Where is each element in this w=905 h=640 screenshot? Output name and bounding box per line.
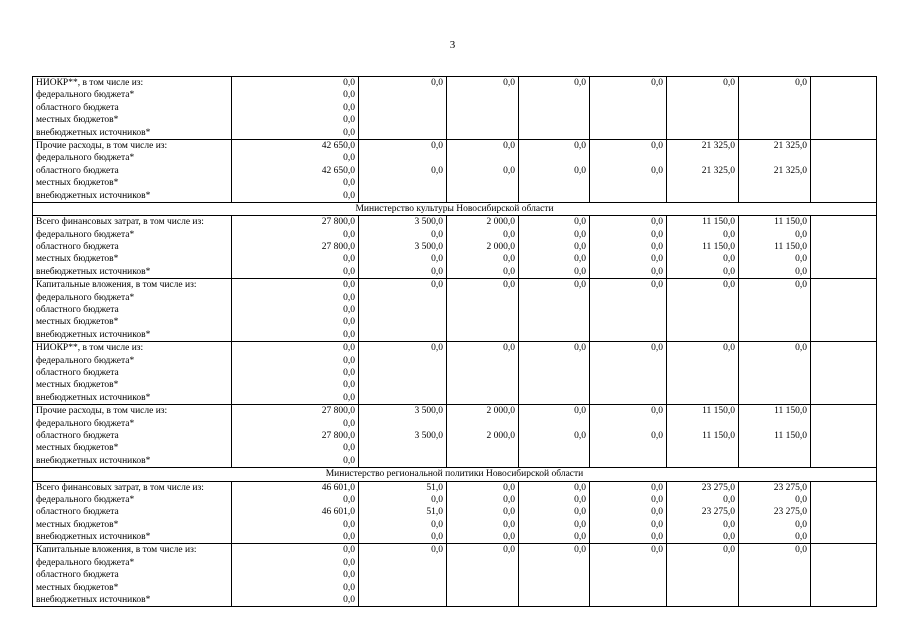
- cell-value: 0,0: [503, 532, 515, 543]
- value-cell: [232, 77, 359, 140]
- value-cell: [811, 279, 877, 342]
- cell-value: 0,0: [503, 165, 515, 176]
- row-label: местных бюджетов*: [36, 582, 119, 593]
- value-cell: [519, 481, 590, 544]
- table-row-group: [33, 544, 877, 607]
- value-cell: [667, 544, 739, 607]
- row-label: внебюджетных источников*: [36, 455, 151, 466]
- cell-value: 0,0: [795, 266, 807, 277]
- value-cell: [590, 405, 667, 468]
- value-cell: [359, 216, 447, 279]
- row-label: областного бюджета: [36, 242, 119, 253]
- cell-value: 27 800,0: [321, 430, 355, 441]
- cell-value: 0,0: [343, 582, 355, 593]
- row-label: областного бюджета: [36, 570, 119, 581]
- cell-value: 0,0: [431, 165, 443, 176]
- value-cell: [359, 544, 447, 607]
- table-row-group: [33, 481, 877, 544]
- value-cell: [359, 77, 447, 140]
- cell-value: 0,0: [795, 545, 807, 556]
- cell-value: [670, 418, 735, 430]
- cell-value: 0,0: [343, 305, 355, 316]
- cell-value: 0,0: [795, 229, 807, 240]
- row-label: федерального бюджета*: [36, 90, 135, 101]
- cell-value: 0,0: [651, 254, 663, 265]
- cell-value: 0,0: [574, 519, 586, 530]
- value-cell: [590, 342, 667, 405]
- cell-value: 0,0: [343, 329, 355, 340]
- cell-value: 0,0: [723, 280, 735, 291]
- value-cell: [667, 342, 739, 405]
- cell-value: 0,0: [431, 78, 443, 88]
- cell-value: 0,0: [343, 229, 355, 240]
- cell-value: 46 601,0: [321, 507, 355, 518]
- value-cell: [359, 139, 447, 202]
- table-row-group: [33, 139, 877, 202]
- cell-value: 0,0: [343, 532, 355, 543]
- cell-value: 51,0: [426, 482, 443, 493]
- row-label: областного бюджета: [36, 305, 119, 316]
- ministry-title: Министерство культуры Новосибирской области: [355, 203, 554, 214]
- cell-value: 0,0: [574, 280, 586, 291]
- cell-value: 0,0: [343, 178, 355, 189]
- cell-value: 11 150,0: [774, 242, 807, 253]
- value-cell: [739, 216, 811, 279]
- table-row-group: [33, 77, 877, 140]
- value-cell: [359, 481, 447, 544]
- row-label: федерального бюджета*: [36, 418, 135, 429]
- value-cell: [811, 77, 877, 140]
- cell-value: 0,0: [574, 545, 586, 556]
- cell-value: 0,0: [574, 430, 586, 441]
- row-label: внебюджетных источников*: [36, 595, 151, 606]
- cell-value: [362, 152, 443, 164]
- row-label: Всего финансовых затрат, в том числе из:: [36, 217, 204, 228]
- ministry-title: Министерство региональной политики Новосибирской области: [325, 469, 584, 480]
- cell-value: 0,0: [503, 266, 515, 277]
- value-cell: [590, 544, 667, 607]
- cell-value: 0,0: [431, 343, 443, 354]
- value-cell: [447, 544, 519, 607]
- value-cell: [359, 279, 447, 342]
- cell-value: 21 325,0: [773, 140, 807, 151]
- cell-value: 11 150,0: [774, 217, 807, 228]
- cell-value: 0,0: [574, 482, 586, 493]
- cell-value: 0,0: [503, 343, 515, 354]
- value-cell: [739, 279, 811, 342]
- cell-value: 3 500,0: [414, 430, 443, 441]
- ministry-header-row: [33, 202, 877, 215]
- cell-value: 0,0: [651, 406, 663, 417]
- value-cell: [447, 342, 519, 405]
- cell-value: 42 650,0: [321, 165, 355, 176]
- cell-value: 0,0: [574, 78, 586, 88]
- cell-value: 11 150,0: [774, 406, 807, 417]
- value-cell: [232, 216, 359, 279]
- cell-value: 0,0: [651, 519, 663, 530]
- cell-value: [670, 152, 735, 164]
- row-label-cell: [33, 405, 232, 468]
- row-label: областного бюджета: [36, 367, 119, 378]
- table-row-group: [33, 405, 877, 468]
- cell-value: 0,0: [795, 78, 807, 88]
- cell-value: 3 500,0: [414, 217, 443, 228]
- cell-value: [450, 418, 515, 430]
- cell-value: 0,0: [343, 317, 355, 328]
- cell-value: 0,0: [651, 343, 663, 354]
- row-label-cell: [33, 544, 232, 607]
- cell-value: 0,0: [651, 78, 663, 88]
- row-label: федерального бюджета*: [36, 153, 135, 164]
- row-label: местных бюджетов*: [36, 115, 119, 126]
- cell-value: 0,0: [431, 532, 443, 543]
- cell-value: 0,0: [651, 280, 663, 291]
- value-cell: [447, 279, 519, 342]
- cell-value: [450, 152, 515, 164]
- cell-value: 0,0: [343, 153, 355, 164]
- cell-value: 23 275,0: [773, 507, 807, 518]
- cell-value: 42 650,0: [321, 140, 355, 151]
- value-cell: [667, 77, 739, 140]
- cell-value: 0,0: [574, 254, 586, 265]
- value-cell: [519, 77, 590, 140]
- value-cell: [811, 216, 877, 279]
- value-cell: [590, 139, 667, 202]
- cell-value: 0,0: [431, 266, 443, 277]
- table-row-group: [33, 216, 877, 279]
- cell-value: 0,0: [343, 380, 355, 391]
- value-cell: [739, 342, 811, 405]
- value-cell: [447, 216, 519, 279]
- cell-value: 0,0: [723, 545, 735, 556]
- cell-value: 0,0: [343, 102, 355, 113]
- value-cell: [811, 342, 877, 405]
- financing-table: [32, 76, 877, 607]
- cell-value: 2 000,0: [486, 217, 515, 228]
- row-label: федерального бюджета*: [36, 229, 135, 240]
- cell-value: 0,0: [431, 545, 443, 556]
- value-cell: [739, 544, 811, 607]
- row-label: местных бюджетов*: [36, 178, 119, 189]
- value-cell: [667, 216, 739, 279]
- cell-value: 27 800,0: [321, 242, 355, 253]
- cell-value: 0,0: [503, 280, 515, 291]
- cell-value: 21 325,0: [701, 165, 735, 176]
- cell-value: 0,0: [795, 494, 807, 505]
- cell-value: 27 800,0: [321, 217, 355, 228]
- row-label: федерального бюджета*: [36, 557, 135, 568]
- value-cell: [447, 77, 519, 140]
- row-label: НИОКР**, в том числе из:: [36, 343, 144, 354]
- value-cell: [232, 481, 359, 544]
- cell-value: 0,0: [343, 115, 355, 126]
- cell-value: 0,0: [431, 140, 443, 151]
- cell-value: 0,0: [574, 406, 586, 417]
- cell-value: 0,0: [503, 229, 515, 240]
- cell-value: 0,0: [343, 392, 355, 403]
- cell-value: 0,0: [574, 532, 586, 543]
- row-label: НИОКР**, в том числе из:: [36, 78, 144, 88]
- cell-value: 0,0: [343, 418, 355, 429]
- value-cell: [519, 279, 590, 342]
- row-label: местных бюджетов*: [36, 380, 119, 391]
- cell-value: 0,0: [343, 570, 355, 581]
- cell-value: 0,0: [795, 532, 807, 543]
- cell-value: 0,0: [574, 266, 586, 277]
- cell-value: 11 150,0: [702, 217, 735, 228]
- cell-value: 0,0: [574, 343, 586, 354]
- value-cell: [739, 139, 811, 202]
- cell-value: 0,0: [651, 140, 663, 151]
- cell-value: 11 150,0: [702, 242, 735, 253]
- cell-value: 0,0: [651, 532, 663, 543]
- value-cell: [667, 481, 739, 544]
- value-cell: [811, 544, 877, 607]
- row-label-cell: [33, 279, 232, 342]
- cell-value: 0,0: [343, 519, 355, 530]
- value-cell: [447, 405, 519, 468]
- value-cell: [739, 77, 811, 140]
- cell-value: 0,0: [343, 455, 355, 466]
- value-cell: [739, 481, 811, 544]
- cell-value: 0,0: [343, 557, 355, 568]
- row-label: областного бюджета: [36, 430, 119, 441]
- value-cell: [811, 405, 877, 468]
- cell-value: 0,0: [343, 443, 355, 454]
- cell-value: 23 275,0: [773, 482, 807, 493]
- cell-value: 2 000,0: [486, 406, 515, 417]
- value-cell: [519, 342, 590, 405]
- row-label: федерального бюджета*: [36, 355, 135, 366]
- row-label: внебюджетных источников*: [36, 392, 151, 403]
- row-label: внебюджетных источников*: [36, 266, 151, 277]
- value-cell: [739, 405, 811, 468]
- value-cell: [519, 544, 590, 607]
- cell-value: 0,0: [574, 217, 586, 228]
- value-cell: [519, 216, 590, 279]
- cell-value: 23 275,0: [701, 482, 735, 493]
- cell-value: 0,0: [343, 494, 355, 505]
- cell-value: 0,0: [723, 254, 735, 265]
- cell-value: 0,0: [503, 519, 515, 530]
- row-label-cell: [33, 139, 232, 202]
- cell-value: [522, 418, 586, 430]
- row-label: местных бюджетов*: [36, 317, 119, 328]
- value-cell: [232, 279, 359, 342]
- row-label-cell: [33, 216, 232, 279]
- cell-value: 0,0: [574, 507, 586, 518]
- cell-value: 0,0: [723, 343, 735, 354]
- cell-value: 0,0: [343, 280, 355, 291]
- value-cell: [519, 405, 590, 468]
- cell-value: 0,0: [343, 343, 355, 354]
- cell-value: 0,0: [343, 545, 355, 556]
- cell-value: 0,0: [574, 494, 586, 505]
- cell-value: 0,0: [795, 519, 807, 530]
- cell-value: 0,0: [723, 266, 735, 277]
- value-cell: [359, 405, 447, 468]
- cell-value: 0,0: [343, 367, 355, 378]
- cell-value: 0,0: [343, 595, 355, 606]
- row-label: внебюджетных источников*: [36, 532, 151, 543]
- cell-value: 0,0: [574, 242, 586, 253]
- value-cell: [667, 405, 739, 468]
- cell-value: 0,0: [795, 254, 807, 265]
- ministry-header-row: [33, 468, 877, 481]
- row-label-cell: [33, 481, 232, 544]
- cell-value: 0,0: [651, 507, 663, 518]
- cell-value: 0,0: [503, 254, 515, 265]
- value-cell: [667, 279, 739, 342]
- cell-value: 0,0: [651, 266, 663, 277]
- row-label: Всего финансовых затрат, в том числе из:: [36, 482, 204, 493]
- cell-value: [742, 418, 807, 430]
- cell-value: 0,0: [651, 482, 663, 493]
- value-cell: [590, 279, 667, 342]
- row-label: федерального бюджета*: [36, 494, 135, 505]
- row-label: областного бюджета: [36, 165, 119, 176]
- row-label: Капитальные вложения, в том числе из:: [36, 280, 197, 291]
- value-cell: [590, 216, 667, 279]
- cell-value: 46 601,0: [321, 482, 355, 493]
- ministry-name: [33, 202, 877, 215]
- cell-value: 0,0: [503, 482, 515, 493]
- cell-value: 2 000,0: [486, 242, 515, 253]
- row-label-cell: [33, 342, 232, 405]
- row-label: внебюджетных источников*: [36, 190, 151, 201]
- row-label: внебюджетных источников*: [36, 127, 151, 138]
- value-cell: [667, 139, 739, 202]
- cell-value: 0,0: [795, 343, 807, 354]
- cell-value: 0,0: [651, 545, 663, 556]
- row-label: местных бюджетов*: [36, 254, 119, 265]
- cell-value: 0,0: [503, 140, 515, 151]
- cell-value: 0,0: [651, 494, 663, 505]
- cell-value: 0,0: [723, 532, 735, 543]
- cell-value: 0,0: [503, 545, 515, 556]
- cell-value: 0,0: [651, 165, 663, 176]
- cell-value: [593, 152, 663, 164]
- cell-value: [522, 152, 586, 164]
- cell-value: 0,0: [343, 254, 355, 265]
- cell-value: 0,0: [723, 519, 735, 530]
- cell-value: 11 150,0: [774, 430, 807, 441]
- cell-value: 0,0: [343, 78, 355, 88]
- cell-value: 0,0: [343, 90, 355, 101]
- cell-value: 0,0: [343, 190, 355, 201]
- cell-value: 0,0: [651, 242, 663, 253]
- page-number: 3: [449, 39, 456, 51]
- ministry-name: [33, 468, 877, 481]
- cell-value: 0,0: [503, 507, 515, 518]
- cell-value: [742, 152, 807, 164]
- cell-value: 0,0: [343, 292, 355, 303]
- cell-value: 27 800,0: [321, 406, 355, 417]
- row-label: внебюджетных источников*: [36, 329, 151, 340]
- cell-value: 0,0: [503, 78, 515, 88]
- cell-value: 0,0: [574, 165, 586, 176]
- cell-value: 0,0: [503, 494, 515, 505]
- value-cell: [590, 481, 667, 544]
- cell-value: [362, 418, 443, 430]
- cell-value: 2 000,0: [486, 430, 515, 441]
- row-label: местных бюджетов*: [36, 519, 119, 530]
- row-label: местных бюджетов*: [36, 443, 119, 454]
- row-label: областного бюджета: [36, 102, 119, 113]
- cell-value: 0,0: [723, 494, 735, 505]
- table-row-group: [33, 342, 877, 405]
- cell-value: 51,0: [426, 507, 443, 518]
- cell-value: 0,0: [795, 280, 807, 291]
- row-label-cell: [33, 77, 232, 140]
- row-label: Капитальные вложения, в том числе из:: [36, 545, 197, 556]
- cell-value: 0,0: [651, 430, 663, 441]
- value-cell: [232, 139, 359, 202]
- row-label: федерального бюджета*: [36, 292, 135, 303]
- cell-value: 0,0: [431, 254, 443, 265]
- cell-value: 11 150,0: [702, 430, 735, 441]
- cell-value: 0,0: [723, 229, 735, 240]
- cell-value: 0,0: [723, 78, 735, 88]
- value-cell: [519, 139, 590, 202]
- cell-value: 23 275,0: [701, 507, 735, 518]
- cell-value: 3 500,0: [414, 406, 443, 417]
- cell-value: 0,0: [651, 217, 663, 228]
- cell-value: 21 325,0: [701, 140, 735, 151]
- value-cell: [232, 342, 359, 405]
- value-cell: [590, 77, 667, 140]
- cell-value: 11 150,0: [702, 406, 735, 417]
- value-cell: [447, 481, 519, 544]
- cell-value: 0,0: [343, 127, 355, 138]
- cell-value: 0,0: [574, 229, 586, 240]
- cell-value: 0,0: [343, 355, 355, 366]
- cell-value: 0,0: [431, 280, 443, 291]
- cell-value: 0,0: [343, 266, 355, 277]
- value-cell: [811, 139, 877, 202]
- row-label: Прочие расходы, в том числе из:: [36, 140, 168, 151]
- value-cell: [447, 139, 519, 202]
- value-cell: [359, 342, 447, 405]
- cell-value: 21 325,0: [773, 165, 807, 176]
- row-label: областного бюджета: [36, 507, 119, 518]
- value-cell: [811, 481, 877, 544]
- cell-value: 0,0: [574, 140, 586, 151]
- cell-value: 3 500,0: [414, 242, 443, 253]
- cell-value: 0,0: [431, 519, 443, 530]
- value-cell: [232, 405, 359, 468]
- table-row-group: [33, 279, 877, 342]
- cell-value: 0,0: [431, 229, 443, 240]
- row-label: Прочие расходы, в том числе из:: [36, 406, 168, 417]
- value-cell: [232, 544, 359, 607]
- cell-value: [593, 418, 663, 430]
- cell-value: 0,0: [651, 229, 663, 240]
- cell-value: 0,0: [431, 494, 443, 505]
